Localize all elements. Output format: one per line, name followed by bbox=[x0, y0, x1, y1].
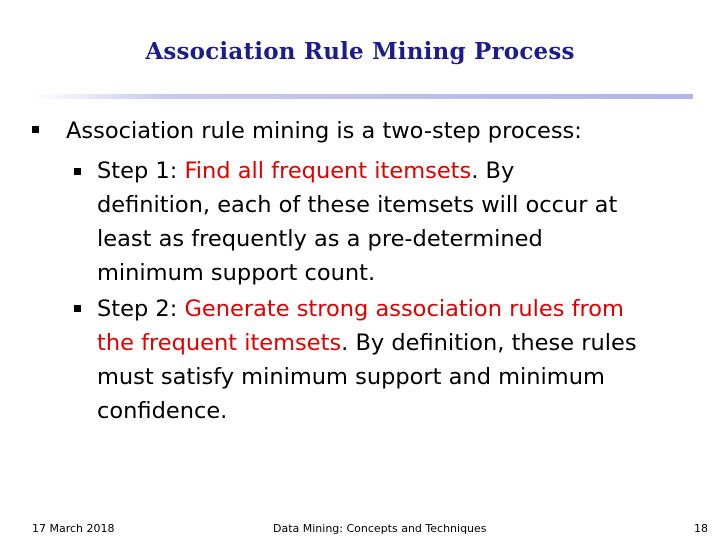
step1-line1-tail: . By bbox=[471, 158, 515, 184]
step2-colon: : bbox=[169, 296, 178, 322]
slide-title: Association Rule Mining Process bbox=[145, 38, 575, 65]
footer-center: Data Mining: Concepts and Techniques bbox=[273, 522, 487, 535]
step2-highlight-2: the frequent itemsets bbox=[97, 330, 342, 356]
step1-line4: minimum support count. bbox=[97, 260, 376, 286]
step1-line2: definition, each of these itemsets will occur at bbox=[97, 192, 618, 218]
step2-line4: confidence. bbox=[97, 398, 228, 424]
footer-page-number: 18 bbox=[694, 522, 708, 535]
step2-line2 bbox=[97, 332, 637, 355]
main-bullet-text: Association rule mining is a two-step process: bbox=[66, 118, 582, 144]
step1-highlight: Find all frequent itemsets bbox=[184, 158, 472, 184]
step2-line2-tail: . By definition, these rules bbox=[341, 330, 637, 356]
footer-date: 17 March 2018 bbox=[32, 522, 115, 535]
step1-line1 bbox=[97, 160, 514, 183]
step1-colon: : bbox=[169, 158, 178, 184]
step2-label: Step 2 bbox=[97, 296, 170, 322]
sub-bullet-icon bbox=[74, 168, 81, 175]
step2-line3: must satisfy minimum support and minimum bbox=[97, 364, 605, 390]
sub-bullet-icon bbox=[74, 305, 81, 312]
step2-line1 bbox=[97, 298, 624, 321]
step1-line3: least as frequently as a pre-determined bbox=[97, 226, 543, 252]
step2-highlight-1: Generate strong association rules from bbox=[184, 296, 624, 322]
bullet-icon bbox=[32, 126, 39, 133]
step1-label: Step 1 bbox=[97, 158, 170, 184]
